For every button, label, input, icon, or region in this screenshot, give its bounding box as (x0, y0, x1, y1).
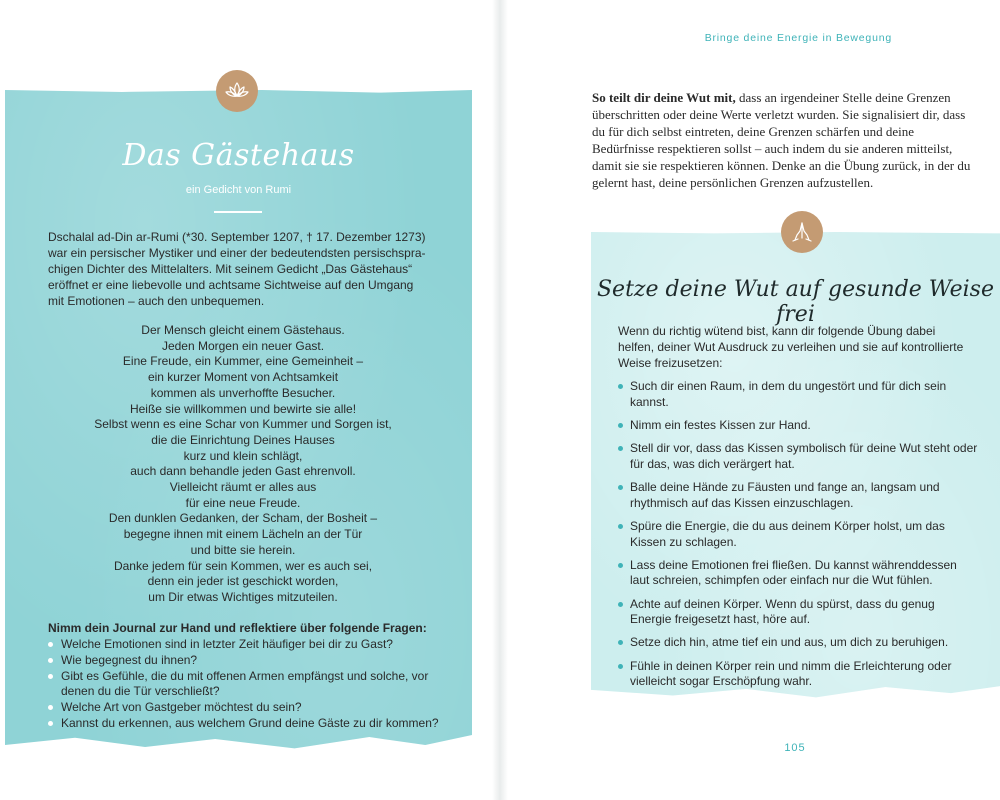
praying-hands-icon (789, 219, 815, 245)
poem-line: Jeden Morgen ein neuer Gast. (161, 338, 325, 353)
poem-line: Der Mensch gleicht einem Gästehaus. (141, 323, 345, 337)
journal-question (48, 700, 448, 716)
exercise-step-text: Fühle in deinen Körper rein und nimm die Erleichterung oder vielleicht sogar Erschöpfung wahr. (630, 658, 952, 689)
journal-question-text: Welche Emotionen sind in letzter Zeit häufiger bei dir zu Gast? (61, 637, 393, 651)
bullet-dot (48, 705, 53, 710)
poem-line: Danke jedem für sein Kommen, wer es auch sei, (113, 558, 373, 573)
exercise-step-text: Stell dir vor, dass das Kissen symbolisch für deine Wut steht oder für das, was dich verärgert hat. (630, 440, 978, 471)
poem-line: und bitte sie herein. (190, 542, 296, 557)
poem-line: die die Einrichtung Deines Hauses (151, 432, 335, 447)
journal-question (48, 716, 448, 732)
exercise-step-text: Achte auf deinen Körper. Wenn du spürst, dass du genug Energie freigesetzt hast, höre auf. (630, 596, 935, 627)
bullet-dot (618, 446, 623, 451)
journal-question-text: Kannst du erkennen, aus welchem Grund deine Gäste zu dir kommen? (61, 715, 439, 730)
journal-question-text: Gibt es Gefühle, die du mit offenen Armen empfängst und solche, vor denen du die Tür verschließt? (61, 668, 429, 699)
poem-line: Selbst wenn es eine Schar von Kummer und Sorgen ist, (94, 417, 392, 432)
exercise-step (618, 441, 978, 473)
bullet-dot (618, 640, 623, 645)
running-head: Bringe deine Energie in Bewegung (704, 32, 892, 44)
bullet-dot (618, 384, 623, 389)
exercise-step (618, 635, 978, 651)
lotus-medallion (216, 70, 258, 112)
exercise-step-text: Spüre die Energie, die du aus deinem Körper holst, um das Kissen zu schlagen. (630, 518, 945, 549)
journal-heading: Nimm dein Journal zur Hand und reflektiere über folgende Fragen: (48, 621, 427, 635)
title-divider (214, 211, 262, 213)
exercise-title: Setze deine Wut auf gesunde Weise frei (596, 277, 994, 327)
page-number: 105 (784, 742, 806, 754)
exercise-step (618, 480, 978, 512)
bullet-dot (48, 721, 53, 726)
bullet-dot (618, 423, 623, 428)
poem-line: für eine neue Freude. (185, 495, 301, 510)
journal-question-text: Wie begegnest du ihnen? (61, 652, 198, 667)
poem-subtitle: ein Gedicht von Rumi (185, 184, 292, 196)
poem-line: kommen als unverhoffte Besucher. (150, 385, 336, 400)
bullet-dot (618, 485, 623, 490)
paragraph-lead-in: So teilt dir deine Wut mit, (592, 90, 736, 105)
exercise-step-text: Balle deine Hände zu Fäusten und fange an, langsam und rhythmisch auf das Kissen einzuschlagen. (630, 479, 940, 510)
bullet-dot (618, 524, 623, 529)
exercise-step-text: Nimm ein festes Kissen zur Hand. (630, 417, 811, 432)
journal-question (48, 653, 448, 669)
exercise-intro: Wenn du richtig wütend bist, kann dir folgende Übung dabei helfen, deiner Wut Ausdruck zu verleihen und sie auf kontrollierte Weise freizusetzen: (618, 324, 964, 370)
poem-line: denn ein jeder ist geschickt worden, (147, 574, 339, 589)
exercise-step (618, 558, 978, 590)
poem-line: Eine Freude, ein Kummer, eine Gemeinheit – (122, 354, 364, 369)
poem-line: auch dann behandle jeden Gast ehrenvoll. (130, 464, 356, 479)
bullet-dot (48, 642, 53, 647)
exercise-step (618, 519, 978, 551)
paragraph-body: dass an irgendeiner Stelle deine Grenzen überschritten oder deine Werte verletzt wurden. Sie signalisiert dir, dass du für dich selbst eintreten, deine Grenzen schärfen und deine Bedürfnisse respektieren sollst – auch indem du sie anderen mitteilst, damit sie sie respektieren können. Denke an die Übung zurück, in der du gelernt hast, deine persönlichen Grenzen aufzustellen. (592, 90, 971, 190)
praying-hands-medallion (781, 211, 823, 253)
poem-line: Den dunklen Gedanken, der Scham, der Bosheit – (108, 511, 378, 526)
book-gutter (492, 0, 508, 800)
poem-line: um Dir etwas Wichtiges mitzuteilen. (148, 589, 338, 604)
exercise-steps (618, 379, 978, 697)
exercise-step-text: Such dir einen Raum, in dem du ungestört und für dich sein kannst. (630, 379, 947, 409)
exercise-step-text: Lass deine Emotionen frei fließen. Du kannst währenddessen laut schreien, schimpfen oder einfach nur die Wut fühlen. (630, 557, 957, 588)
poem-line: kurz und klein schlägt, (183, 448, 303, 463)
poem-line: ein kurzer Moment von Achtsamkeit (147, 370, 339, 385)
poem-line: begegne ihnen mit einem Lächeln an der Tür (123, 527, 363, 542)
journal-question (48, 637, 448, 653)
journal-question (48, 669, 448, 701)
lotus-icon (224, 78, 250, 104)
poem-title: Das Gästehaus (122, 138, 355, 173)
bullet-dot (48, 658, 53, 663)
rumi-intro-paragraph: Dschalal ad-Din ar-Rumi (*30. September 1207, † 17. Dezember 1273) war ein persischer Mystiker und einer der bedeutendsten persischsprachigen Dichter des Mittelalters. Mit seinem Gedicht „Das Gästehaus“ eröffnet er eine liebevolle und achtsame Sichtweise auf den Umgang mit Emotionen – auch den unbequemen. (48, 230, 426, 308)
bullet-dot (48, 674, 53, 679)
anger-paragraph (592, 89, 977, 191)
exercise-step (618, 597, 978, 629)
bullet-dot (618, 563, 623, 568)
bullet-dot (618, 664, 623, 669)
exercise-step (618, 379, 978, 411)
journal-question-text: Welche Art von Gastgeber möchtest du sein? (61, 700, 302, 715)
journal-question-list (48, 637, 448, 732)
bullet-dot (618, 602, 623, 607)
poem-line: Vielleicht räumt er alles aus (169, 480, 317, 495)
exercise-step (618, 659, 978, 691)
poem-text (48, 323, 438, 606)
exercise-step-text: Setze dich hin, atme tief ein und aus, um dich zu beruhigen. (630, 635, 949, 650)
exercise-step (618, 418, 978, 434)
poem-line: Heiße sie willkommen und bewirte sie alle! (129, 401, 357, 416)
